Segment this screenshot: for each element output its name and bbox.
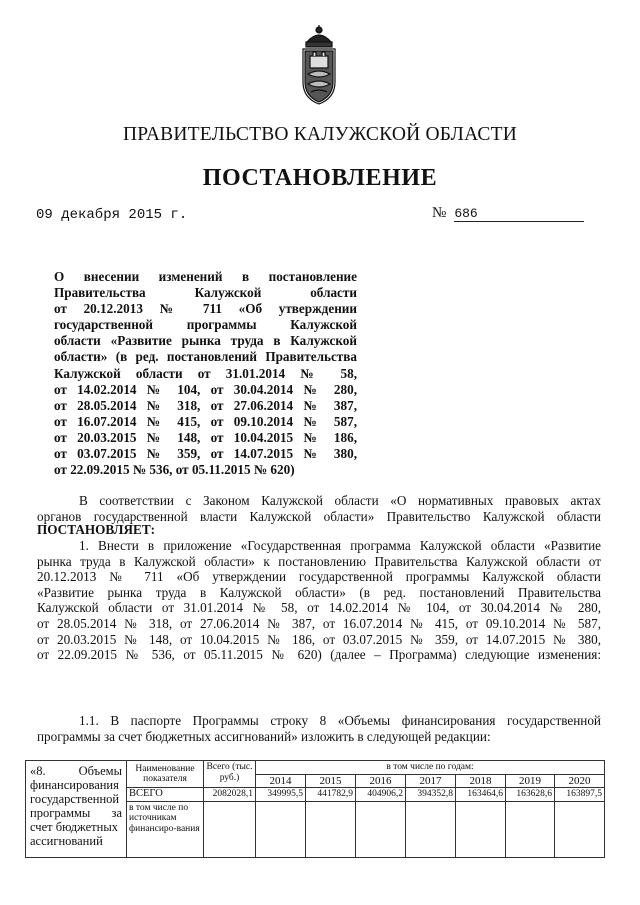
subject-line: от 22.09.2015 № 536, от 05.11.2015 № 620): [54, 462, 295, 478]
year-value: 163628,6: [506, 788, 555, 802]
item-1-line: «Развитие рынка труда в Калужской области» (в ред. постановлений Правительства: [37, 584, 601, 600]
empty-cell: [204, 801, 256, 857]
year-value: 404906,2: [356, 788, 406, 802]
item-1-1-line: программы за счет бюджетных ассигнований» изложить в следующей редакции:: [37, 728, 491, 744]
row-label-line: финансирования: [30, 778, 119, 792]
item-1-line: от 22.09.2015 № 536, от 05.11.2015 № 620) (далее – Программа) следующие изменения:: [37, 647, 601, 663]
empty-cell: [406, 801, 456, 857]
year-header: 2020: [555, 774, 605, 788]
year-header: 2018: [456, 774, 506, 788]
number-sign: №: [432, 205, 447, 221]
document-date: 09 декабря 2015 г.: [36, 207, 188, 223]
year-header: 2015: [306, 774, 356, 788]
sources-label: в том числе по источникам финансиро-вания: [127, 801, 204, 857]
year-header: 2016: [356, 774, 406, 788]
year-value: 163464,6: [456, 788, 506, 802]
subject-line: области «Развитие рынка труда в Калужской: [54, 333, 357, 349]
row-label-line: «8. Объемы: [30, 764, 122, 778]
financing-table: [25, 760, 605, 858]
subject-line: Калужской области от 31.01.2014 № 58,: [54, 365, 357, 381]
total-value: 2082028,1: [204, 788, 256, 802]
empty-cell: [506, 801, 555, 857]
empty-cell: [555, 801, 605, 857]
total-label: ВСЕГО: [127, 788, 204, 802]
item-1-line: рынка труда в Калужской области» к постановлению Правительства Калужской области от: [37, 553, 601, 569]
empty-cell: [306, 801, 356, 857]
year-value: 349995,5: [256, 788, 306, 802]
decree-word: ПОСТАНОВЛЯЕТ:: [37, 522, 156, 537]
row-label-line: счет бюджетных: [30, 820, 118, 834]
row-label-line: ассигнований: [30, 834, 103, 848]
government-name: ПРАВИТЕЛЬСТВО КАЛУЖСКОЙ ОБЛАСТИ: [123, 124, 517, 145]
number-value: 686: [454, 207, 584, 222]
row-label-line: государственной: [30, 792, 120, 806]
kaluga-coat-of-arms-icon: [293, 24, 345, 106]
subject-line: Правительства Калужской области: [54, 285, 357, 301]
subject-line: О внесении изменений в постановление: [54, 269, 357, 284]
year-header: 2014: [256, 774, 306, 788]
year-value: 441782,9: [306, 788, 356, 802]
subject-line: от 14.02.2014 № 104, от 30.04.2014 № 280,: [54, 381, 357, 397]
row-label-line: программы за: [30, 806, 122, 820]
item-1-1-paragraph: [37, 713, 601, 744]
item-1-1-line: 1.1. В паспорте Программы строку 8 «Объемы финансирования государственной: [79, 713, 601, 728]
row-label-cell: [26, 761, 127, 858]
subject-line: государственной программы Калужской: [54, 317, 357, 333]
col-header-total: Всего (тыс. руб.): [204, 761, 256, 788]
col-header-name: Наименование показателя: [127, 761, 204, 788]
year-header: 2019: [506, 774, 555, 788]
years-header: в том числе по годам:: [256, 761, 605, 775]
year-value: 394352,8: [406, 788, 456, 802]
subject-line: области» (в ред. постановлений Правительства: [54, 349, 357, 365]
subject-line: от 20.12.2013 № 711 «Об утверждении: [54, 301, 357, 317]
preamble-line: органов государственной власти Калужской области» Правительство Калужской области: [37, 508, 601, 524]
preamble-paragraph: [37, 493, 601, 524]
preamble-line: В соответствии с Законом Калужской области «О нормативных правовых актах: [79, 493, 601, 508]
empty-cell: [356, 801, 406, 857]
item-1-paragraph: [37, 538, 601, 663]
subject-line: от 20.03.2015 № 148, от 10.04.2015 № 186,: [54, 429, 357, 445]
decree-word-line: [37, 522, 601, 538]
subject-line: от 16.07.2014 № 415, от 09.10.2014 № 587,: [54, 413, 357, 429]
empty-cell: [256, 801, 306, 857]
item-1-line: Калужской области от 31.01.2014 № 58, от 14.02.2014 № 104, от 30.04.2014 № 280,: [37, 600, 601, 616]
year-value: 163897,5: [555, 788, 605, 802]
item-1-line: 20.12.2013 № 711 «Об утверждении государственной программы Калужской области: [37, 569, 601, 585]
item-1-line: от 20.03.2015 № 148, от 10.04.2015 № 186, от 03.07.2015 № 359, от 14.07.2015 № 380,: [37, 631, 601, 647]
empty-cell: [456, 801, 506, 857]
item-1-line: от 28.05.2014 № 318, от 27.06.2014 № 387, от 16.07.2014 № 415, от 09.10.2014 № 587,: [37, 615, 601, 631]
document-type: ПОСТАНОВЛЕНИЕ: [202, 165, 438, 191]
document-subject: [54, 269, 357, 478]
item-1-line: 1. Внести в приложение «Государственная программа Калужской области «Развитие: [79, 538, 601, 553]
year-header: 2017: [406, 774, 456, 788]
subject-line: от 03.07.2015 № 359, от 14.07.2015 № 380,: [54, 446, 357, 462]
document-number: [432, 205, 597, 222]
subject-line: от 28.05.2014 № 318, от 27.06.2014 № 387,: [54, 397, 357, 413]
